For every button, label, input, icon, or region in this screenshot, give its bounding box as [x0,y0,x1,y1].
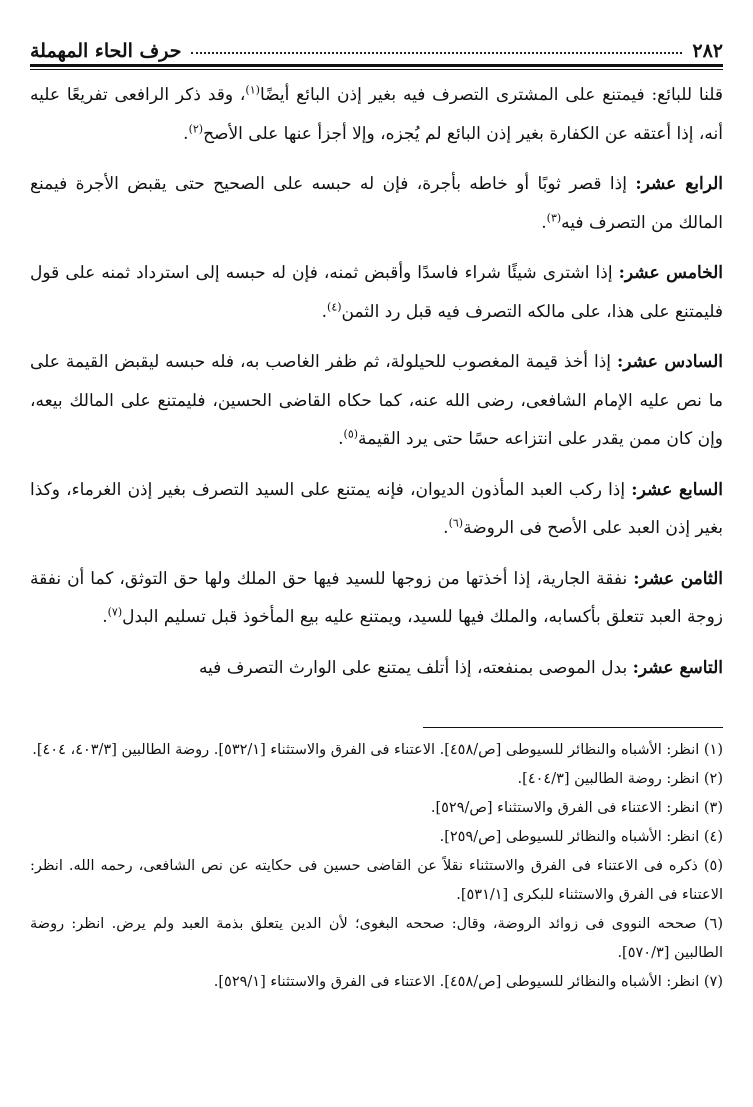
paragraph-text: إذا ركب العبد المأذون الديوان، فإنه يمتنع على السيد التصرف بغير إذن الغرماء، وكذا بغير إذن العبد على الأصح فى الروضة [30,479,723,538]
paragraph [30,471,723,548]
footnotes [30,736,723,997]
paragraph-text: قلنا للبائع: فيمتنع على المشترى التصرف فيه بغير إذن البائع أيضًا [259,85,723,105]
paragraph-text: . [102,607,108,627]
footnote-ref: (٦) [448,516,464,530]
footnote: (٧) انظر: الأشباه والنظائر للسيوطى [ص/٤٥٨]. الاعتناء فى الفرق والاستثناء [٥٢٩/١]. [213,974,723,990]
header-dot-leader [191,52,682,54]
paragraph-lead: السابع عشر: [631,479,723,500]
paragraph [30,165,723,242]
chapter-title: حرف الحاء المهملة [30,40,182,62]
paragraph-lead: الرابع عشر: [635,174,723,194]
paragraph-text: إذا قصر ثوبًا أو خاطه بأجرة، فإن له حبسه على الصحيح حتى يقبض الأجرة فيمنع المالك من التصرف فيه [30,174,723,233]
footnote-ref: (٢) [188,121,204,135]
paragraph-text: . [338,429,344,449]
paragraph [30,649,723,688]
page-number: ٢٨٢ [692,40,723,62]
footnote: (٣) انظر: الاعتناء فى الفرق والاستثناء [ص/٥٢٩]. [430,800,723,816]
paragraph-text: نفقة الجارية، إذا أخذتها من زوجها للسيد فيها حق الملك ولها حق التوثق، كما أن نفقة زوجة العبد تتعلق بأكسابه، والملك فيها للسيد، ويمتنع عليه بيع المأخوذ قبل تسليم البدل [30,568,723,627]
paragraph-lead: السادس عشر: [616,352,724,372]
running-header [30,28,723,62]
paragraph [30,76,723,153]
footnote-ref: (١) [245,83,260,97]
page [30,28,723,1107]
footnote-ref: (٤) [327,299,342,313]
header-rule-thin [30,69,723,70]
paragraph [30,343,723,459]
paragraph-text: . [183,123,189,144]
paragraph-text: . [443,518,449,538]
paragraph-text: . [321,301,328,322]
footnote: (٥) ذكره فى الاعتناء فى الفرق والاستثناء نقلاً عن القاضى حسين فى حكايته عن نص الشافعى، رحمه الله. انظر: الاعتناء فى الفرق والاستثناء للبكرى [٥٣١/١]. [30,858,723,903]
footnote: (١) انظر: الأشباه والنظائر للسيوطى [ص/٤٥٨]. الاعتناء فى الفرق والاستثناء [٥٣٢/١]. روضة الطالبين [٤٠٣/٣، ٤٠٤]. [32,742,723,758]
paragraph-text: إذا أخذ قيمة المغصوب للحيلولة، ثم ظفر الغاصب به، فله حبسه ليقبض القيمة على ما نص عليه الإمام الشافعى، رضى الله عنه، كما حكاه القاضى الحسين، فليمتنع على المالك بيعه، وإن كان ممن يقدر على انتزاعه حسًا حتى يرد القيمة [30,352,723,449]
main-text [30,76,723,687]
footnote-ref: (٧) [107,605,123,619]
footnote: (٢) انظر: روضة الطالبين [٤٠٤/٣]. [517,771,723,787]
paragraph [30,254,723,331]
paragraph-text: بدل الموصى بمنفعته، إذا أتلف يمتنع على الوارث التصرف فيه [198,657,633,678]
paragraph [30,560,723,637]
footnote: (٦) صححه النووى فى زوائد الروضة، وقال: صححه البغوى؛ لأن الدين يتعلق بذمة العبد ولم يرض. انظر: روضة الطالبين [٥٧٠/٣]. [30,916,723,961]
footnote-ref: (٥) [343,427,359,441]
paragraph-text: . [541,212,547,233]
footnote-ref: (٣) [546,210,562,224]
paragraph-text: إذا اشترى شيئًا شراء فاسدًا وأقبض ثمنه، فإن له حبسه إلى استرداد ثمنه على قول فليمتنع على هذا، على مالكه التصرف فيه قبل رد الثمن [30,263,723,322]
paragraph-text: ، وقد ذكر الرافعى تفريعًا عليه أنه، إذا أعتقه عن الكفارة بغير إذن البائع لم يُجزه، وإلا أجزأ عنها على الأصح [30,85,723,144]
header-rule-thick [30,64,723,67]
paragraph-lead: الثامن عشر: [633,568,723,589]
paragraph-lead: التاسع عشر: [632,657,723,678]
footnote: (٤) انظر: الأشباه والنظائر للسيوطى [ص/٢٥٩]. [439,829,723,845]
paragraph-lead: الخامس عشر: [618,263,723,283]
footnote-divider [423,727,723,728]
